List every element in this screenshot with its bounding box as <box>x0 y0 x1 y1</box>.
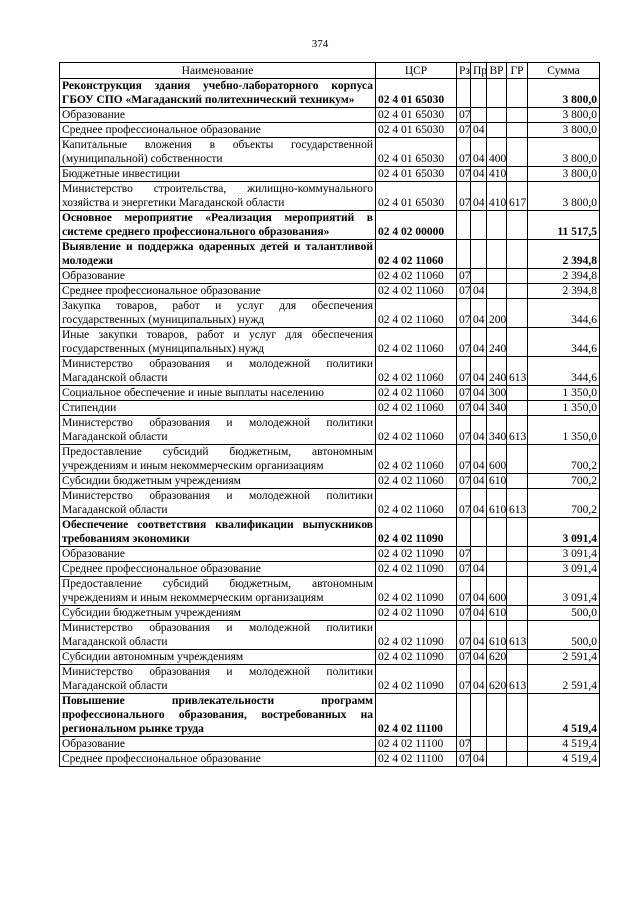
cell-gr <box>507 650 528 665</box>
cell-pr: 04 <box>471 621 487 650</box>
cell-code: 02 4 02 11060 <box>376 284 457 299</box>
cell-gr <box>507 79 528 108</box>
cell-vr: 410 <box>487 182 507 211</box>
cell-pr: 04 <box>471 138 487 167</box>
cell-rz: 07 <box>457 182 471 211</box>
cell-rz: 07 <box>457 665 471 694</box>
cell-vr <box>487 694 507 737</box>
table-row <box>60 445 600 474</box>
cell-vr <box>487 752 507 767</box>
table-body <box>60 79 600 767</box>
cell-code: 02 4 02 11060 <box>376 416 457 445</box>
cell-pr: 04 <box>471 665 487 694</box>
cell-name: Образование <box>60 108 376 123</box>
cell-code: 02 4 02 11100 <box>376 737 457 752</box>
cell-pr <box>471 547 487 562</box>
cell-name: Министерство образования и молодежной политики Магаданской области <box>60 489 376 518</box>
cell-rz: 07 <box>457 299 471 328</box>
cell-gr <box>507 284 528 299</box>
cell-vr <box>487 562 507 577</box>
cell-sum: 3 800,0 <box>528 167 600 182</box>
cell-name: Министерство образования и молодежной политики Магаданской области <box>60 357 376 386</box>
cell-code: 02 4 02 11060 <box>376 357 457 386</box>
cell-code: 02 4 02 11100 <box>376 752 457 767</box>
cell-rz: 07 <box>457 269 471 284</box>
cell-gr <box>507 240 528 269</box>
cell-name: Реконструкция здания учебно-лабораторного корпуса ГБОУ СПО «Магаданский политехнический техникум» <box>60 79 376 108</box>
cell-rz: 07 <box>457 650 471 665</box>
cell-gr <box>507 577 528 606</box>
cell-vr: 200 <box>487 299 507 328</box>
cell-code: 02 4 02 11060 <box>376 269 457 284</box>
table-row <box>60 474 600 489</box>
cell-pr: 04 <box>471 445 487 474</box>
cell-sum: 344,6 <box>528 328 600 357</box>
cell-code: 02 4 01 65030 <box>376 138 457 167</box>
cell-pr: 04 <box>471 562 487 577</box>
cell-name: Среднее профессиональное образование <box>60 562 376 577</box>
cell-sum: 1 350,0 <box>528 416 600 445</box>
cell-pr: 04 <box>471 577 487 606</box>
cell-name: Образование <box>60 547 376 562</box>
cell-vr <box>487 518 507 547</box>
cell-vr: 340 <box>487 416 507 445</box>
cell-sum: 4 519,4 <box>528 694 600 737</box>
table-row <box>60 357 600 386</box>
cell-rz: 07 <box>457 752 471 767</box>
cell-gr <box>507 445 528 474</box>
cell-pr: 04 <box>471 123 487 138</box>
cell-pr: 04 <box>471 650 487 665</box>
cell-sum: 11 517,5 <box>528 211 600 240</box>
cell-sum: 3 800,0 <box>528 108 600 123</box>
cell-gr <box>507 299 528 328</box>
cell-vr: 620 <box>487 650 507 665</box>
cell-code: 02 4 01 65030 <box>376 123 457 138</box>
cell-name: Капитальные вложения в объекты государственной (муниципальной) собственности <box>60 138 376 167</box>
cell-vr: 610 <box>487 489 507 518</box>
cell-name: Предоставление субсидий бюджетным, автономным учреждениям и иным некоммерческим организациям <box>60 577 376 606</box>
cell-vr <box>487 737 507 752</box>
cell-vr: 610 <box>487 621 507 650</box>
cell-sum: 3 800,0 <box>528 79 600 108</box>
cell-name: Субсидии бюджетным учреждениям <box>60 606 376 621</box>
cell-pr: 04 <box>471 401 487 416</box>
cell-pr <box>471 269 487 284</box>
cell-gr <box>507 562 528 577</box>
cell-vr: 340 <box>487 401 507 416</box>
cell-gr <box>507 167 528 182</box>
cell-pr <box>471 108 487 123</box>
cell-vr: 300 <box>487 386 507 401</box>
cell-code: 02 4 02 11060 <box>376 401 457 416</box>
cell-pr <box>471 79 487 108</box>
cell-gr <box>507 401 528 416</box>
cell-rz: 07 <box>457 138 471 167</box>
cell-rz: 07 <box>457 445 471 474</box>
cell-code: 02 4 02 11060 <box>376 386 457 401</box>
cell-rz: 07 <box>457 489 471 518</box>
cell-name: Обеспечение соответствия квалификации выпускников требованиям экономики <box>60 518 376 547</box>
cell-rz <box>457 694 471 737</box>
cell-rz: 07 <box>457 328 471 357</box>
cell-rz: 07 <box>457 123 471 138</box>
cell-vr: 600 <box>487 577 507 606</box>
table-row <box>60 123 600 138</box>
cell-name: Бюджетные инвестиции <box>60 167 376 182</box>
cell-name: Среднее профессиональное образование <box>60 752 376 767</box>
cell-code: 02 4 02 11060 <box>376 240 457 269</box>
cell-vr: 600 <box>487 445 507 474</box>
cell-name: Среднее профессиональное образование <box>60 123 376 138</box>
cell-code: 02 4 02 11060 <box>376 474 457 489</box>
cell-gr <box>507 138 528 167</box>
cell-sum: 3 800,0 <box>528 138 600 167</box>
cell-sum: 1 350,0 <box>528 401 600 416</box>
cell-pr: 04 <box>471 357 487 386</box>
cell-name: Среднее профессиональное образование <box>60 284 376 299</box>
table-row <box>60 328 600 357</box>
cell-gr: 613 <box>507 357 528 386</box>
cell-code: 02 4 01 65030 <box>376 108 457 123</box>
cell-code: 02 4 02 11090 <box>376 577 457 606</box>
cell-code: 02 4 02 11090 <box>376 621 457 650</box>
cell-code: 02 4 02 11090 <box>376 547 457 562</box>
cell-code: 02 4 02 11090 <box>376 606 457 621</box>
cell-rz <box>457 518 471 547</box>
cell-name: Образование <box>60 737 376 752</box>
cell-pr: 04 <box>471 182 487 211</box>
cell-sum: 2 591,4 <box>528 665 600 694</box>
cell-code: 02 4 01 65030 <box>376 167 457 182</box>
cell-sum: 500,0 <box>528 606 600 621</box>
budget-table <box>59 62 600 767</box>
cell-gr <box>507 752 528 767</box>
cell-vr <box>487 108 507 123</box>
cell-pr <box>471 737 487 752</box>
cell-rz: 07 <box>457 621 471 650</box>
cell-pr: 04 <box>471 606 487 621</box>
cell-rz: 07 <box>457 386 471 401</box>
table-row <box>60 79 600 108</box>
page-number: 374 <box>311 38 329 50</box>
cell-rz: 07 <box>457 416 471 445</box>
table-row <box>60 299 600 328</box>
cell-vr <box>487 547 507 562</box>
cell-vr: 410 <box>487 167 507 182</box>
cell-name: Выявление и поддержка одаренных детей и талантливой молодежи <box>60 240 376 269</box>
cell-rz: 07 <box>457 547 471 562</box>
cell-vr <box>487 240 507 269</box>
cell-sum: 700,2 <box>528 445 600 474</box>
table-row <box>60 167 600 182</box>
table-row <box>60 752 600 767</box>
cell-vr: 610 <box>487 606 507 621</box>
cell-sum: 2 591,4 <box>528 650 600 665</box>
table-row <box>60 489 600 518</box>
cell-rz: 07 <box>457 108 471 123</box>
cell-vr <box>487 211 507 240</box>
cell-pr <box>471 694 487 737</box>
cell-vr: 240 <box>487 328 507 357</box>
table-row <box>60 182 600 211</box>
cell-vr <box>487 123 507 138</box>
cell-rz: 07 <box>457 167 471 182</box>
cell-code: 02 4 02 11060 <box>376 489 457 518</box>
cell-code: 02 4 02 11100 <box>376 694 457 737</box>
cell-vr: 610 <box>487 474 507 489</box>
cell-pr: 04 <box>471 167 487 182</box>
cell-sum: 344,6 <box>528 299 600 328</box>
cell-name: Иные закупки товаров, работ и услуг для обеспечения государственных (муниципальных) нужд <box>60 328 376 357</box>
cell-pr: 04 <box>471 284 487 299</box>
table-row <box>60 665 600 694</box>
cell-name: Социальное обеспечение и иные выплаты населению <box>60 386 376 401</box>
cell-rz: 07 <box>457 474 471 489</box>
cell-pr: 04 <box>471 489 487 518</box>
cell-gr <box>507 606 528 621</box>
cell-gr: 613 <box>507 416 528 445</box>
cell-pr: 04 <box>471 386 487 401</box>
cell-name: Министерство образования и молодежной политики Магаданской области <box>60 416 376 445</box>
cell-rz: 07 <box>457 401 471 416</box>
cell-rz: 07 <box>457 606 471 621</box>
header-name: Наименование <box>60 63 376 79</box>
cell-vr: 240 <box>487 357 507 386</box>
cell-name: Основное мероприятие «Реализация мероприятий в системе среднего профессионального образования» <box>60 211 376 240</box>
cell-vr: 400 <box>487 138 507 167</box>
table-row <box>60 240 600 269</box>
cell-code: 02 4 02 11090 <box>376 665 457 694</box>
cell-rz: 07 <box>457 737 471 752</box>
cell-gr <box>507 547 528 562</box>
cell-pr <box>471 518 487 547</box>
cell-pr: 04 <box>471 474 487 489</box>
cell-name: Предоставление субсидий бюджетным, автономным учреждениям и иным некоммерческим организациям <box>60 445 376 474</box>
table-row <box>60 138 600 167</box>
cell-rz <box>457 79 471 108</box>
cell-pr: 04 <box>471 416 487 445</box>
cell-code: 02 4 02 11090 <box>376 518 457 547</box>
cell-vr <box>487 269 507 284</box>
cell-gr: 617 <box>507 182 528 211</box>
table-row <box>60 547 600 562</box>
table-row <box>60 694 600 737</box>
cell-gr <box>507 211 528 240</box>
cell-gr <box>507 108 528 123</box>
table-row <box>60 386 600 401</box>
cell-sum: 3 091,4 <box>528 577 600 606</box>
cell-code: 02 4 02 00000 <box>376 211 457 240</box>
cell-pr: 04 <box>471 328 487 357</box>
table-header <box>60 63 600 79</box>
cell-rz <box>457 240 471 269</box>
cell-rz <box>457 211 471 240</box>
cell-sum: 500,0 <box>528 621 600 650</box>
cell-gr: 613 <box>507 621 528 650</box>
cell-rz: 07 <box>457 357 471 386</box>
cell-rz: 07 <box>457 562 471 577</box>
cell-code: 02 4 01 65030 <box>376 79 457 108</box>
table-row <box>60 606 600 621</box>
cell-code: 02 4 02 11090 <box>376 562 457 577</box>
cell-sum: 2 394,8 <box>528 240 600 269</box>
cell-name: Субсидии бюджетным учреждениям <box>60 474 376 489</box>
table-row <box>60 269 600 284</box>
table-row <box>60 211 600 240</box>
cell-rz: 07 <box>457 577 471 606</box>
cell-sum: 1 350,0 <box>528 386 600 401</box>
header-pr: Пр <box>471 63 487 79</box>
table-row <box>60 650 600 665</box>
header-gr: ГР <box>507 63 528 79</box>
cell-name: Закупка товаров, работ и услуг для обеспечения государственных (муниципальных) нужд <box>60 299 376 328</box>
table-row <box>60 401 600 416</box>
cell-name: Стипендии <box>60 401 376 416</box>
table-row <box>60 621 600 650</box>
cell-pr <box>471 240 487 269</box>
cell-gr <box>507 123 528 138</box>
cell-name: Субсидии автономным учреждениям <box>60 650 376 665</box>
cell-gr <box>507 386 528 401</box>
cell-code: 02 4 01 65030 <box>376 182 457 211</box>
cell-sum: 700,2 <box>528 489 600 518</box>
cell-gr <box>507 518 528 547</box>
cell-code: 02 4 02 11060 <box>376 445 457 474</box>
header-rz: Рз <box>457 63 471 79</box>
cell-sum: 4 519,4 <box>528 737 600 752</box>
cell-pr: 04 <box>471 752 487 767</box>
cell-rz: 07 <box>457 284 471 299</box>
cell-sum: 3 800,0 <box>528 123 600 138</box>
table-row <box>60 284 600 299</box>
cell-name: Образование <box>60 269 376 284</box>
cell-name: Министерство образования и молодежной политики Магаданской области <box>60 621 376 650</box>
cell-gr <box>507 694 528 737</box>
table-row <box>60 416 600 445</box>
cell-vr <box>487 79 507 108</box>
cell-sum: 700,2 <box>528 474 600 489</box>
cell-gr <box>507 328 528 357</box>
cell-gr: 613 <box>507 489 528 518</box>
cell-gr: 613 <box>507 665 528 694</box>
cell-sum: 3 091,4 <box>528 562 600 577</box>
table-row <box>60 577 600 606</box>
table-row <box>60 518 600 547</box>
cell-gr <box>507 474 528 489</box>
cell-sum: 2 394,8 <box>528 284 600 299</box>
table-row <box>60 737 600 752</box>
cell-code: 02 4 02 11060 <box>376 328 457 357</box>
header-vr: ВР <box>487 63 507 79</box>
header-code: ЦСР <box>376 63 457 79</box>
cell-sum: 3 091,4 <box>528 547 600 562</box>
cell-name: Министерство строительства, жилищно-коммунального хозяйства и энергетики Магаданской области <box>60 182 376 211</box>
cell-sum: 3 091,4 <box>528 518 600 547</box>
table-row <box>60 108 600 123</box>
cell-gr <box>507 269 528 284</box>
cell-name: Министерство образования и молодежной политики Магаданской области <box>60 665 376 694</box>
header-sum: Сумма <box>528 63 600 79</box>
cell-vr: 620 <box>487 665 507 694</box>
cell-vr <box>487 284 507 299</box>
cell-sum: 3 800,0 <box>528 182 600 211</box>
cell-code: 02 4 02 11090 <box>376 650 457 665</box>
table-row <box>60 562 600 577</box>
cell-pr <box>471 211 487 240</box>
cell-gr <box>507 737 528 752</box>
cell-sum: 2 394,8 <box>528 269 600 284</box>
cell-sum: 4 519,4 <box>528 752 600 767</box>
cell-pr: 04 <box>471 299 487 328</box>
cell-code: 02 4 02 11060 <box>376 299 457 328</box>
cell-sum: 344,6 <box>528 357 600 386</box>
cell-name: Повышение привлекательности программ профессионального образования, востребованных на региональном рынке труда <box>60 694 376 737</box>
